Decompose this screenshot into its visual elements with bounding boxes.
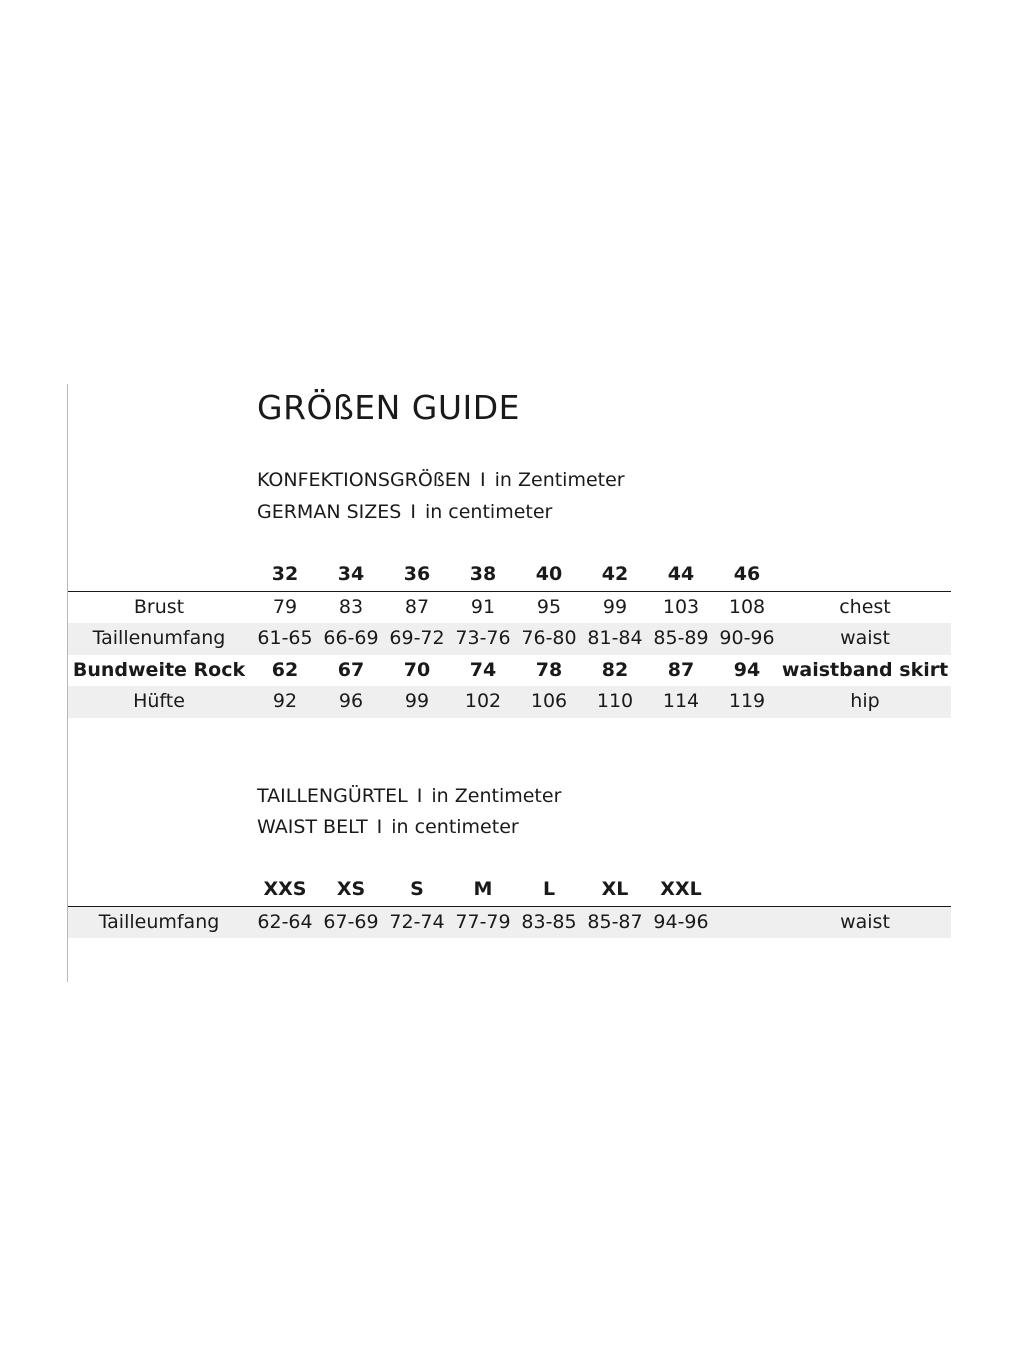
row-label-de: Tailleumfang [98,910,220,933]
subtitle-main: KONFEKTIONSGRÖßEN [257,469,472,491]
row-label-en: waist [840,627,890,649]
measurement-cell: 76-80 [521,627,577,649]
size-header-cell: 38 [469,563,497,585]
section1-subtitle-de [257,469,625,491]
size-header-cell: 36 [403,563,431,585]
measurement-cell: 67 [337,658,365,681]
measurement-cell: 62-64 [257,910,313,933]
subtitle-separator: I [416,785,423,807]
row-label-en: chest [839,595,891,618]
section1-subtitle-en [257,501,552,523]
measurement-cell: 92 [272,690,298,712]
size-header-cell: XL [601,878,629,900]
measurement-cell: 77-79 [455,910,511,933]
measurement-cell: 99 [404,690,430,712]
row-label-de: Hüfte [133,690,185,712]
size-header-cell: 34 [337,563,365,585]
measurement-cell: 83 [338,595,364,618]
waist-belt-table [68,874,951,938]
measurement-cell: 96 [338,690,364,712]
table-row [68,907,951,939]
size-header-cell: 42 [601,563,629,585]
measurement-cell: 94 [733,658,761,681]
measurement-cell: 87 [667,658,695,681]
subtitle-separator: I [410,501,416,523]
measurement-cell: 102 [464,690,502,712]
size-header-cell: XXS [263,878,307,900]
measurement-cell: 62 [271,658,299,681]
measurement-cell: 85-87 [587,910,643,933]
measurement-cell: 72-74 [389,910,445,933]
size-header-cell: L [542,878,556,900]
subtitle-unit: in centimeter [391,816,519,838]
size-header-row [68,559,951,591]
measurement-cell: 79 [272,595,298,618]
size-header-cell: 40 [535,563,563,585]
measurement-cell: 61-65 [257,627,313,649]
size-header-cell: S [410,878,424,900]
subtitle-main: GERMAN SIZES [257,501,402,523]
size-header-cell: XXL [660,878,702,900]
subtitle-main: TAILLENGÜRTEL [257,785,408,807]
measurement-cell: 110 [596,690,634,712]
table-row [68,655,951,687]
subtitle-main: WAIST BELT [257,816,368,838]
row-label-de: Taillenumfang [92,627,226,649]
size-header-cell: 44 [667,563,695,585]
subtitle-unit: in centimeter [424,501,553,523]
measurement-cell: 78 [535,658,563,681]
section2-subtitle-en [257,816,519,838]
subtitle-separator: I [376,816,383,838]
table-row [68,623,951,655]
measurement-cell: 67-69 [323,910,379,933]
size-header-cell: M [473,878,493,900]
measurement-cell: 91 [470,595,496,618]
measurement-cell: 119 [728,690,766,712]
measurement-cell: 82 [601,658,629,681]
measurement-cell: 73-76 [455,627,511,649]
measurement-cell: 81-84 [587,627,643,649]
row-label-en: waist [840,910,890,933]
subtitle-unit: in Zentimeter [431,785,562,807]
row-label-de: Brust [133,595,185,618]
section2-subtitle-de [257,785,561,807]
measurement-cell: 90-96 [719,627,775,649]
measurement-cell: 99 [602,595,628,618]
size-header-cell: 32 [271,563,299,585]
measurement-cell: 74 [469,658,497,681]
measurement-cell: 69-72 [389,627,445,649]
measurement-cell: 87 [404,595,430,618]
subtitle-unit: in Zentimeter [494,469,625,491]
measurement-cell: 106 [530,690,568,712]
size-header-cell: 46 [733,563,761,585]
measurement-cell: 85-89 [653,627,709,649]
measurement-cell: 70 [403,658,431,681]
measurement-cell: 95 [536,595,562,618]
row-label-en: waistband skirt [781,658,949,681]
measurement-cell: 94-96 [653,910,709,933]
measurement-cell: 108 [728,595,766,618]
measurement-cell: 114 [662,690,700,712]
page-title: GRÖßEN GUIDE [257,388,521,427]
size-header-cell: XS [336,878,366,900]
row-label-de: Bundweite Rock [72,658,246,681]
row-label-en: hip [850,690,880,712]
table-row [68,686,951,718]
measurement-cell: 66-69 [323,627,379,649]
subtitle-separator: I [480,469,486,491]
german-sizes-table [68,559,951,718]
table-row [68,592,951,624]
measurement-cell: 83-85 [521,910,577,933]
measurement-cell: 103 [662,595,700,618]
size-header-row [68,874,951,906]
